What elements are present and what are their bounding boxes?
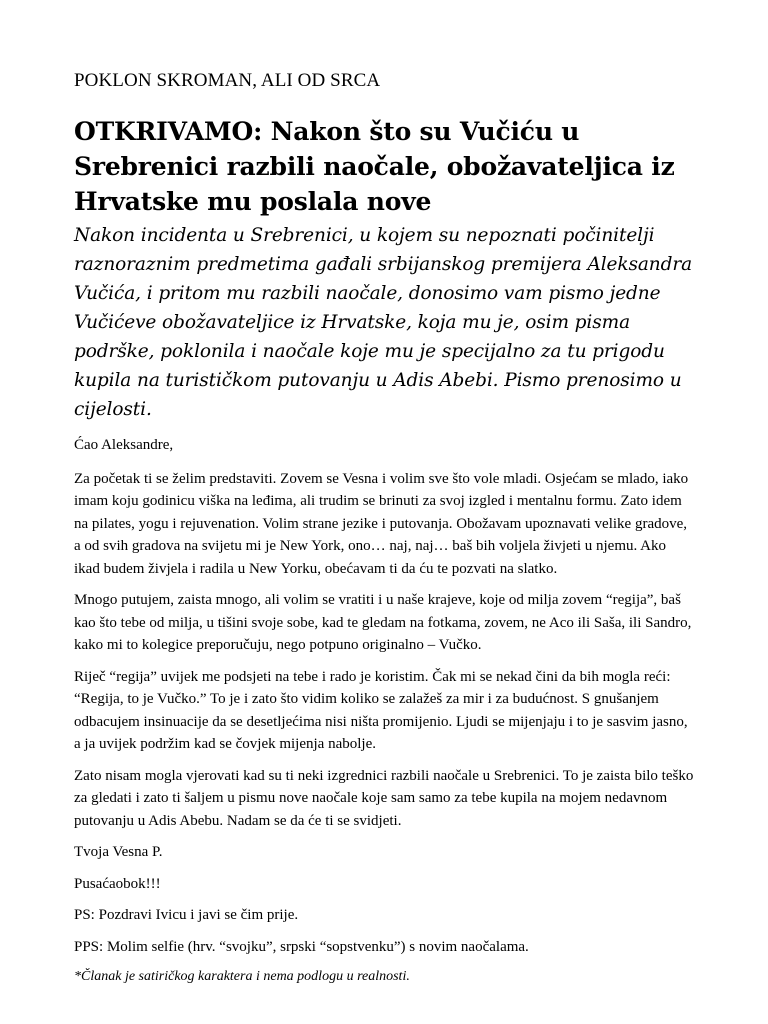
satire-disclaimer: *Članak je satiričkog karaktera i nema podlogu u realnosti. bbox=[74, 969, 410, 984]
article-lead: Nakon incidenta u Srebrenici, u kojem su nepoznati počinitelji raznoraznim predmetima gađali srbijanskog premijera Aleksandra Vučića, i pritom mu razbili naočale, donosimo vam pismo jedne Vučićeve obožavateljice iz Hrvatske, koja mu je, osim pisma podrške, poklonila i naočale koje mu je specijalno za tu prigodu kupila na turističkom putovanju u Adis Abebi. Pismo prenosimo u cijelosti. bbox=[74, 225, 693, 420]
article-headline: OTKRIVAMO: Nakon što su Vučiću u Srebrenici razbili naočale, obožavateljica iz Hrvatske mu poslala nove bbox=[74, 117, 675, 216]
letter-paragraph-4: Zato nisam mogla vjerovati kad su ti neki izgrednici razbili naočale u Srebrenici. To je zaista bilo teško za gledati i zato ti šaljem u pismu nove naočale koje sam samo za tebe kupila na mojem nedavnom putovanju u Adis Abebu. Nadam se da će ti se svidjeti. bbox=[74, 767, 694, 829]
letter-ps: PS: Pozdravi Ivicu i javi se čim prije. bbox=[74, 907, 299, 923]
letter-greeting: Ćao Aleksandre, bbox=[74, 437, 174, 453]
article-kicker: POKLON SKROMAN, ALI OD SRCA bbox=[74, 70, 381, 91]
letter-closing: Pusaćaobok!!! bbox=[74, 875, 161, 892]
letter-paragraph-1: Za početak ti se želim predstaviti. Zovem se Vesna i volim sve što vole mladi. Osjećam se mlado, iako imam koju godinicu viška na leđima, ali trudim se brinuti za svoj izgled i mentalnu formu. Zato idem na pilates, yogu i rejuvenation. Volim strane jezike i putovanja. Obožavam upoznavati velike gradove, a od svih gradova na svijetu mi je New York, ono… naj, naj… baš bih voljela živjeti u njemu. Ako ikad budem živjela i radila u New Yorku, obećavam ti da ću te pozvati na slatko. bbox=[74, 470, 689, 577]
letter-body bbox=[74, 434, 694, 958]
letter-pps: PPS: Molim selfie (hrv. “svojku”, srpski “sopstvenku”) s novim naočalama. bbox=[74, 938, 529, 955]
letter-signature: Tvoja Vesna P. bbox=[74, 844, 163, 860]
letter-paragraph-3: Riječ “regija” uvijek me podsjeti na tebe i rado je koristim. Čak mi se nekad čini da bih mogla reći: “Regija, to je Vučko.” To je i zato što vidim koliko se zalažeš za mir i za budućnost. S gnušanjem odbacujem insinuacije da se desetljećima nisi ništa promijenio. Ljudi se mijenjaju i to je sasvim jasno, a ja uvijek podržim kad se čovjek mijenja nabolje. bbox=[74, 668, 688, 752]
letter-paragraph-2: Mnogo putujem, zaista mnogo, ali volim se vratiti i u naše krajeve, koje od milja zovem “regija”, baš kao što tebe od milja, u tišini svoje sobe, kad te gledam na fotkama, zovem, ne Aco ili Saša, ili Sandro, kako mi to kolegice preporučuju, nego potpuno originalno – Vučko. bbox=[74, 592, 692, 653]
